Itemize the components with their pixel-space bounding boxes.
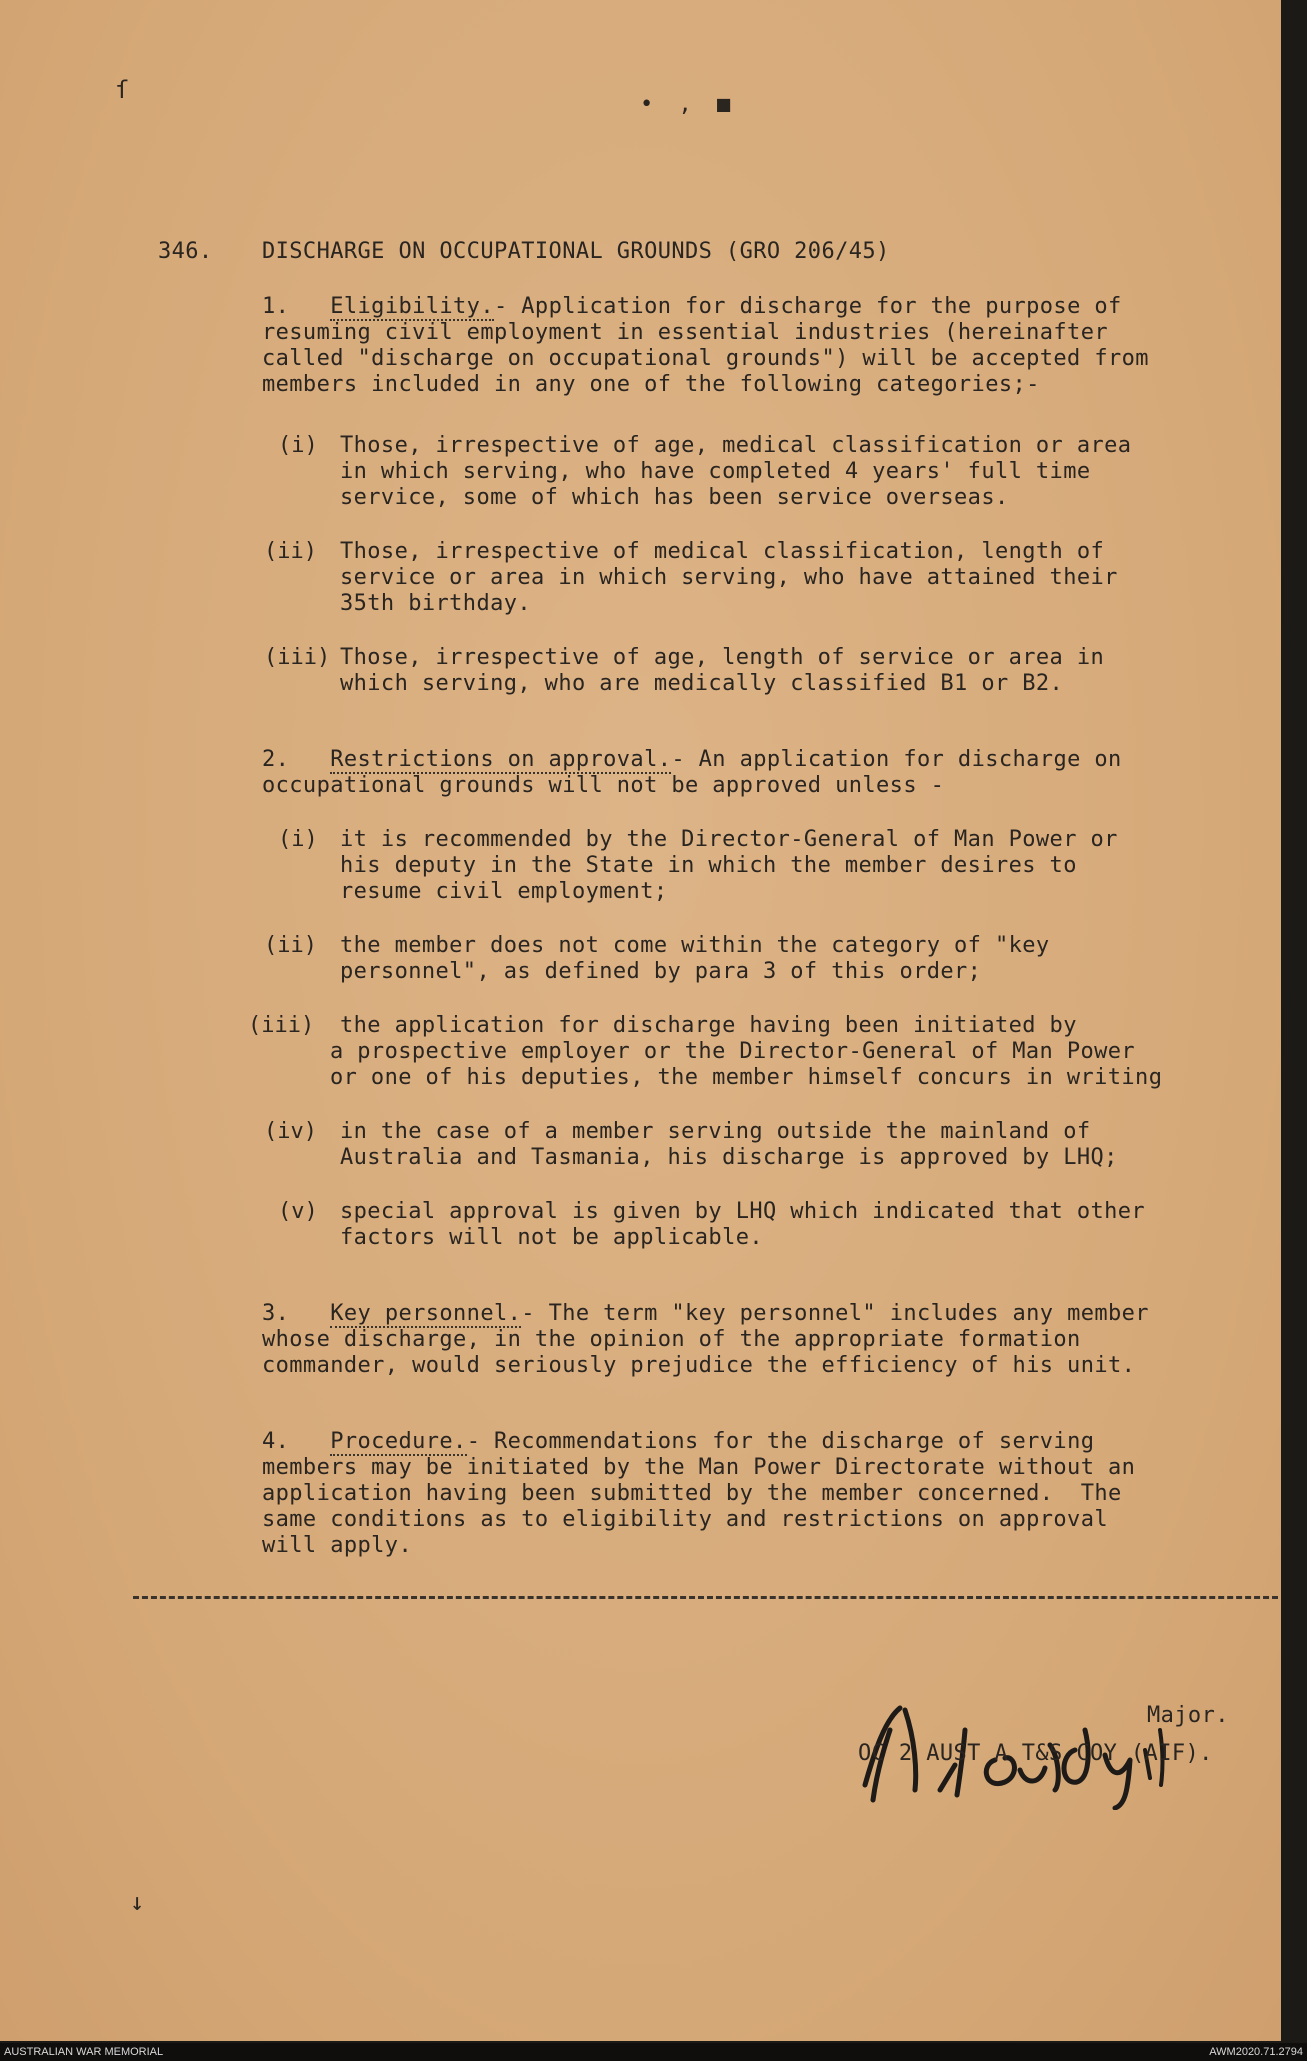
item-line: personnel", as defined by para 3 of this order; [340, 959, 982, 984]
item-number: (iii) [264, 645, 331, 670]
item-line: factors will not be applicable. [340, 1225, 763, 1250]
section-number: 4. [262, 1429, 290, 1454]
section-4-line-4: same conditions as to eligibility and restrictions on approval [262, 1507, 1108, 1532]
archive-name: AUSTRALIAN WAR MEMORIAL [4, 2046, 164, 2058]
item-line: Australia and Tasmania, his discharge is approved by LHQ; [340, 1145, 1118, 1170]
section-4-line-3: application having been submitted by the member concerned. The [262, 1481, 1122, 1506]
section-3-line-1 [262, 1300, 1149, 1327]
item-line: his deputy in the State in which the member desires to [340, 853, 1077, 878]
archive-reference: AWM2020.71.2794 [1209, 2046, 1303, 2058]
item-line: in which serving, who have completed 4 years' full time [340, 459, 1091, 484]
section-heading: Eligibility. [330, 294, 494, 319]
section-3-line-3: commander, would seriously prejudice the efficiency of his unit. [262, 1353, 1136, 1378]
item-line: Those, irrespective of age, medical classification or area [340, 433, 1132, 458]
item-number: (ii) [264, 933, 317, 958]
section-1-line-3: called "discharge on occupational grounds") will be accepted from [262, 346, 1149, 371]
section-text: - Application for discharge for the purpose of [493, 294, 1122, 319]
item-line: service, some of which has been service overseas. [340, 485, 1009, 510]
section-2-line-1 [262, 746, 1122, 773]
section-1-line-2: resuming civil employment in essential industries (hereinafter [262, 320, 1108, 345]
item-line: or one of his deputies, the member himself concurs in writing [330, 1065, 1163, 1090]
order-title: DISCHARGE ON OCCUPATIONAL GROUNDS (GRO 206/45) [262, 239, 890, 264]
item-line: special approval is given by LHQ which indicated that other [340, 1199, 1146, 1224]
section-3-line-2: whose discharge, in the opinion of the appropriate formation [262, 1327, 1081, 1352]
section-1-line-4: members included in any one of the following categories;- [262, 372, 1040, 397]
section-2-line-2: occupational grounds will not be approved unless - [262, 773, 945, 798]
section-heading: Procedure. [330, 1429, 467, 1454]
item-line: a prospective employer or the Director-General of Man Power [330, 1039, 1136, 1064]
item-number: (iii) [248, 1013, 315, 1038]
section-4-line-2: members may be initiated by the Man Power Directorate without an [262, 1455, 1136, 1480]
section-text: - An application for discharge on [671, 747, 1122, 772]
item-number: (iv) [264, 1119, 317, 1144]
item-number: (ii) [264, 539, 317, 564]
top-mark: • , ■ [640, 92, 737, 117]
item-line: Those, irrespective of medical classification, length of [340, 539, 1105, 564]
item-number: (v) [278, 1199, 318, 1224]
section-number: 2. [262, 747, 290, 772]
item-line: resume civil employment; [340, 879, 668, 904]
item-line: service or area in which serving, who have attained their [340, 565, 1118, 590]
item-line: Those, irrespective of age, length of service or area in [340, 645, 1105, 670]
signatory-unit: OC 2 AUST A T&S COY (AIF). [858, 1741, 1213, 1766]
item-line: which serving, who are medically classified B1 or B2. [340, 671, 1064, 696]
section-heading: Restrictions on approval. [330, 747, 672, 772]
margin-mark: ↓ [130, 1888, 145, 1916]
section-4-line-1 [262, 1428, 1094, 1455]
item-number: (i) [278, 827, 318, 852]
order-number: 346. [158, 239, 213, 264]
item-line: in the case of a member serving outside the mainland of [340, 1119, 1091, 1144]
item-line: the application for discharge having been initiated by [340, 1013, 1077, 1038]
margin-mark: ſ [115, 76, 130, 104]
section-number: 1. [262, 294, 290, 319]
archive-footer [0, 2043, 1307, 2061]
section-number: 3. [262, 1301, 290, 1326]
section-4-line-5: will apply. [262, 1533, 413, 1558]
item-line: 35th birthday. [340, 591, 532, 616]
signatory-rank: Major. [1147, 1703, 1229, 1728]
section-text: - Recommendations for the discharge of serving [466, 1429, 1095, 1454]
section-text: - The term "key personnel" includes any member [521, 1301, 1149, 1326]
item-number: (i) [278, 433, 318, 458]
section-divider [133, 1596, 1278, 1599]
section-heading: Key personnel. [330, 1301, 522, 1326]
item-line: it is recommended by the Director-General of Man Power or [340, 827, 1118, 852]
section-1-line-1 [262, 293, 1122, 320]
item-line: the member does not come within the category of "key [340, 933, 1050, 958]
